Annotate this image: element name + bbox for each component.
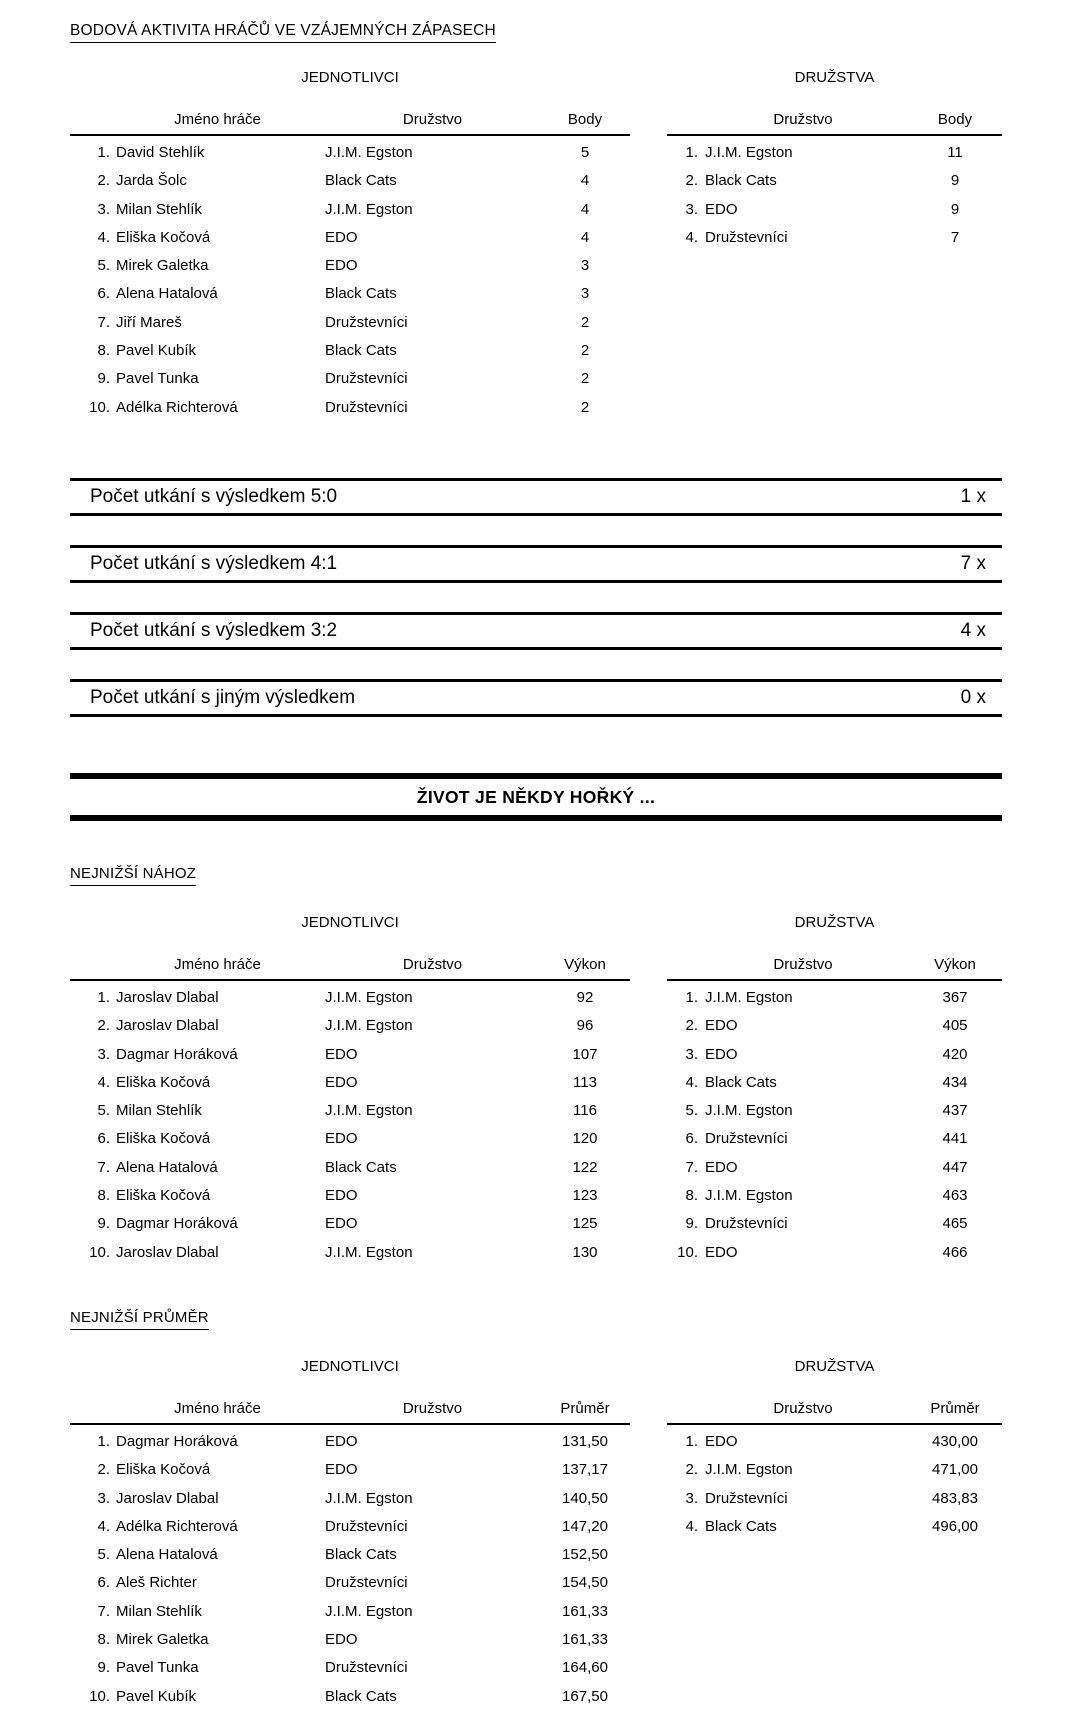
rank-cell: 2. bbox=[97, 1461, 110, 1479]
data-cell: 161,33 bbox=[562, 1602, 608, 1620]
table-row bbox=[70, 1125, 630, 1153]
data-cell: Mirek Galetka bbox=[116, 1631, 209, 1649]
rank-cell: 7. bbox=[97, 1602, 110, 1620]
data-cell: Jaroslav Dlabal bbox=[116, 988, 219, 1006]
rank-cell: 5. bbox=[97, 257, 110, 275]
rank-cell: 4. bbox=[685, 1517, 698, 1535]
rank-cell: 10. bbox=[89, 1687, 110, 1705]
data-cell: J.I.M. Egston bbox=[325, 200, 413, 218]
data-cell: 466 bbox=[942, 1243, 968, 1261]
column-header: Výkon bbox=[540, 955, 630, 980]
table-row bbox=[70, 1154, 630, 1182]
data-cell: 137,17 bbox=[562, 1461, 608, 1479]
column-header: Jméno hráče bbox=[110, 1399, 325, 1424]
data-cell: 123 bbox=[572, 1187, 598, 1205]
data-cell: Alena Hatalová bbox=[116, 285, 218, 303]
rank-cell: 1. bbox=[97, 144, 110, 161]
data-cell: EDO bbox=[325, 228, 358, 246]
nahoz-teams-table bbox=[667, 955, 1002, 1267]
data-cell: 471,00 bbox=[932, 1461, 978, 1479]
column-header: Družstvo bbox=[325, 1399, 540, 1424]
rank-cell: 7. bbox=[97, 313, 110, 331]
data-cell: EDO bbox=[325, 257, 358, 275]
rank-cell: 4. bbox=[97, 228, 110, 246]
section-prumer bbox=[70, 1358, 1002, 1711]
prumer-individuals bbox=[70, 1358, 630, 1711]
rank-cell: 7. bbox=[685, 1158, 698, 1176]
data-cell: 437 bbox=[942, 1102, 968, 1120]
rank-cell: 4. bbox=[97, 1073, 110, 1091]
data-cell: 140,50 bbox=[562, 1489, 608, 1507]
rank-cell: 10. bbox=[89, 398, 110, 416]
data-cell: 3 bbox=[580, 285, 590, 303]
table-row bbox=[70, 1598, 630, 1626]
data-cell: 420 bbox=[942, 1045, 968, 1063]
data-cell: Black Cats bbox=[705, 1073, 777, 1091]
data-cell: 164,60 bbox=[562, 1659, 608, 1677]
data-cell: 152,50 bbox=[562, 1546, 608, 1564]
data-cell: EDO bbox=[705, 1432, 738, 1450]
section-heading-nahoz-wrap bbox=[70, 865, 1002, 886]
table-row bbox=[70, 1424, 630, 1456]
rank-cell: 8. bbox=[97, 1631, 110, 1649]
table-row bbox=[70, 280, 630, 308]
data-cell: EDO bbox=[325, 1130, 358, 1148]
data-cell: Eliška Kočová bbox=[116, 228, 211, 246]
data-cell: 434 bbox=[942, 1073, 968, 1091]
data-cell: 447 bbox=[942, 1158, 968, 1176]
nahoz-individuals bbox=[70, 914, 630, 1267]
data-cell: Eliška Kočová bbox=[116, 1073, 211, 1091]
table-row bbox=[667, 1239, 1002, 1267]
data-cell: 4 bbox=[580, 228, 590, 246]
result-bar-label: Počet utkání s výsledkem 3:2 bbox=[90, 619, 338, 641]
header-row bbox=[70, 110, 630, 135]
data-cell: Eliška Kočová bbox=[116, 1130, 211, 1148]
table-row bbox=[667, 980, 1002, 1012]
table-row bbox=[667, 1069, 1002, 1097]
bodova-teams bbox=[667, 69, 1002, 422]
rank-cell: 6. bbox=[97, 285, 110, 303]
result-counts bbox=[70, 478, 1002, 717]
data-cell: Pavel Tunka bbox=[116, 1659, 199, 1677]
data-cell: Black Cats bbox=[325, 1546, 397, 1564]
rank-cell: 2. bbox=[685, 1461, 698, 1479]
data-cell: J.I.M. Egston bbox=[705, 144, 793, 161]
data-cell: J.I.M. Egston bbox=[325, 1017, 413, 1035]
rank-cell: 4. bbox=[685, 1073, 698, 1091]
data-cell: 367 bbox=[942, 988, 968, 1006]
data-cell: 9 bbox=[950, 172, 960, 190]
data-cell: J.I.M. Egston bbox=[705, 1187, 793, 1205]
data-cell: Adélka Richterová bbox=[116, 1517, 238, 1535]
individuals-caption: JEDNOTLIVCI bbox=[301, 69, 399, 86]
prumer-teams-table bbox=[667, 1399, 1002, 1541]
rank-cell: 5. bbox=[97, 1546, 110, 1564]
data-cell: J.I.M. Egston bbox=[325, 1243, 413, 1261]
table-row bbox=[70, 980, 630, 1012]
bodova-individuals bbox=[70, 69, 630, 422]
data-cell: EDO bbox=[705, 1045, 738, 1063]
data-cell: EDO bbox=[325, 1432, 358, 1450]
data-cell: Dagmar Horáková bbox=[116, 1432, 238, 1450]
rank-cell: 8. bbox=[97, 342, 110, 360]
result-bar-value: 4 x bbox=[960, 619, 986, 641]
table-row bbox=[667, 1485, 1002, 1513]
rank-cell: 5. bbox=[97, 1102, 110, 1120]
data-cell: Jaroslav Dlabal bbox=[116, 1489, 219, 1507]
data-cell: EDO bbox=[325, 1073, 358, 1091]
data-cell: 430,00 bbox=[932, 1432, 978, 1450]
bodova-individuals-table bbox=[70, 110, 630, 422]
result-bar-value: 7 x bbox=[960, 552, 986, 574]
column-header: Výkon bbox=[908, 955, 1002, 980]
page-title-wrap bbox=[70, 22, 1002, 43]
teams-caption: DRUŽSTVA bbox=[794, 69, 875, 86]
data-cell: 463 bbox=[942, 1187, 968, 1205]
rank-cell: 2. bbox=[685, 1017, 698, 1035]
table-row bbox=[70, 135, 630, 167]
table-row bbox=[70, 1569, 630, 1597]
table-row bbox=[667, 1182, 1002, 1210]
column-header: Družstvo bbox=[325, 955, 540, 980]
rank-cell: 3. bbox=[97, 1045, 110, 1063]
data-cell: 125 bbox=[572, 1215, 598, 1233]
table-row bbox=[70, 1654, 630, 1682]
column-header: Body bbox=[540, 110, 630, 135]
data-cell: Milan Stehlík bbox=[116, 1602, 202, 1620]
prumer-individuals-table bbox=[70, 1399, 630, 1711]
data-cell: 2 bbox=[580, 342, 590, 360]
data-cell: Družstevníci bbox=[705, 1215, 788, 1233]
data-cell: Mirek Galetka bbox=[116, 257, 209, 275]
rank-cell: 7. bbox=[97, 1158, 110, 1176]
data-cell: Adélka Richterová bbox=[116, 398, 238, 416]
result-bar bbox=[70, 612, 1002, 650]
table-row bbox=[70, 1626, 630, 1654]
table-row bbox=[70, 1456, 630, 1484]
data-cell: 2 bbox=[580, 370, 590, 388]
nahoz-individuals-table bbox=[70, 955, 630, 1267]
table-row bbox=[70, 224, 630, 252]
data-cell: EDO bbox=[705, 1017, 738, 1035]
rank-cell: 6. bbox=[685, 1130, 698, 1148]
data-cell: Eliška Kočová bbox=[116, 1187, 211, 1205]
table-row bbox=[667, 196, 1002, 224]
data-cell: Milan Stehlík bbox=[116, 1102, 202, 1120]
data-cell: 2 bbox=[580, 398, 590, 416]
data-cell: Dagmar Horáková bbox=[116, 1045, 238, 1063]
data-cell: 131,50 bbox=[562, 1432, 608, 1450]
section-heading-prumer-wrap bbox=[70, 1309, 1002, 1330]
table-row bbox=[70, 1210, 630, 1238]
rank-column-header bbox=[667, 955, 698, 980]
table-row bbox=[70, 365, 630, 393]
prumer-teams bbox=[667, 1358, 1002, 1711]
data-cell: Milan Stehlík bbox=[116, 200, 202, 218]
rank-column-header bbox=[70, 110, 110, 135]
rank-cell: 9. bbox=[97, 1215, 110, 1233]
data-cell: Alena Hatalová bbox=[116, 1546, 218, 1564]
bodova-teams-table bbox=[667, 110, 1002, 252]
result-bar-value: 0 x bbox=[960, 686, 986, 708]
rank-cell: 6. bbox=[97, 1574, 110, 1592]
column-header: Průměr bbox=[540, 1399, 630, 1424]
rank-cell: 9. bbox=[97, 1659, 110, 1677]
table-row bbox=[70, 309, 630, 337]
rank-cell: 5. bbox=[685, 1102, 698, 1120]
table-row bbox=[667, 1424, 1002, 1456]
data-cell: David Stehlík bbox=[116, 144, 205, 161]
data-cell: J.I.M. Egston bbox=[325, 988, 413, 1006]
data-cell: Družstevníci bbox=[705, 1130, 788, 1148]
data-cell: 4 bbox=[580, 200, 590, 218]
rank-cell: 2. bbox=[685, 172, 698, 190]
data-cell: 147,20 bbox=[562, 1517, 608, 1535]
result-bar-label: Počet utkání s jiným výsledkem bbox=[90, 686, 356, 708]
table-row bbox=[667, 1041, 1002, 1069]
data-cell: Družstevníci bbox=[325, 370, 408, 388]
teams-caption: DRUŽSTVA bbox=[794, 913, 875, 931]
table-row bbox=[667, 167, 1002, 195]
rank-cell: 1. bbox=[685, 988, 698, 1006]
table-row bbox=[70, 1012, 630, 1040]
result-bar bbox=[70, 545, 1002, 583]
data-cell: Black Cats bbox=[705, 172, 777, 190]
table-row bbox=[70, 1182, 630, 1210]
rank-column-header bbox=[70, 1399, 110, 1424]
data-cell: 9 bbox=[950, 200, 960, 218]
individuals-caption: JEDNOTLIVCI bbox=[301, 913, 399, 931]
data-cell: 496,00 bbox=[932, 1517, 978, 1535]
rank-cell: 1. bbox=[97, 1432, 110, 1450]
data-cell: Black Cats bbox=[325, 342, 397, 360]
data-cell: 465 bbox=[942, 1215, 968, 1233]
data-cell: 122 bbox=[572, 1158, 598, 1176]
result-bar bbox=[70, 679, 1002, 717]
table-row bbox=[70, 1069, 630, 1097]
column-header: Jméno hráče bbox=[110, 110, 325, 135]
section-bodova bbox=[70, 69, 1002, 422]
table-row bbox=[667, 1154, 1002, 1182]
section-heading-nahoz: NEJNIŽŠÍ NÁHOZ bbox=[70, 865, 196, 886]
table-row bbox=[70, 1485, 630, 1513]
data-cell: 7 bbox=[950, 228, 960, 246]
rank-cell: 10. bbox=[89, 1243, 110, 1261]
data-cell: Jaroslav Dlabal bbox=[116, 1243, 219, 1261]
data-cell: EDO bbox=[705, 1243, 738, 1261]
table-row bbox=[667, 1210, 1002, 1238]
data-cell: J.I.M. Egston bbox=[705, 988, 793, 1006]
table-row bbox=[70, 1541, 630, 1569]
data-cell: 113 bbox=[573, 1073, 597, 1091]
data-cell: 130 bbox=[572, 1243, 598, 1261]
table-row bbox=[70, 1041, 630, 1069]
data-cell: 116 bbox=[573, 1102, 597, 1120]
data-cell: EDO bbox=[325, 1187, 358, 1205]
table-row bbox=[70, 1513, 630, 1541]
header-row bbox=[70, 955, 630, 980]
data-cell: Družstevníci bbox=[325, 398, 408, 416]
rank-cell: 1. bbox=[685, 1432, 698, 1450]
data-cell: Alena Hatalová bbox=[116, 1158, 218, 1176]
result-bar-label: Počet utkání s výsledkem 5:0 bbox=[90, 485, 338, 507]
header-row bbox=[667, 955, 1002, 980]
rank-cell: 9. bbox=[685, 1215, 698, 1233]
data-cell: Black Cats bbox=[325, 172, 397, 190]
header-row bbox=[667, 110, 1002, 135]
data-cell: 3 bbox=[580, 257, 590, 275]
banner: ŽIVOT JE NĚKDY HOŘKÝ ... bbox=[70, 773, 1002, 821]
column-header: Družstvo bbox=[698, 955, 908, 980]
rank-column-header bbox=[667, 1399, 698, 1424]
teams-caption: DRUŽSTVA bbox=[794, 1357, 875, 1375]
data-cell: EDO bbox=[325, 1461, 358, 1479]
data-cell: 5 bbox=[580, 144, 590, 161]
table-row bbox=[70, 196, 630, 224]
data-cell: Družstevníci bbox=[325, 1659, 408, 1677]
data-cell: Aleš Richter bbox=[116, 1574, 197, 1592]
data-cell: 11 bbox=[947, 144, 963, 161]
data-cell: EDO bbox=[325, 1215, 358, 1233]
data-cell: 161,33 bbox=[562, 1631, 608, 1649]
data-cell: 441 bbox=[942, 1130, 968, 1148]
data-cell: Black Cats bbox=[705, 1517, 777, 1535]
rank-cell: 3. bbox=[97, 200, 110, 218]
nahoz-teams bbox=[667, 914, 1002, 1267]
rank-cell: 6. bbox=[97, 1130, 110, 1148]
data-cell: Dagmar Horáková bbox=[116, 1215, 238, 1233]
column-header: Body bbox=[908, 110, 1002, 135]
table-row bbox=[667, 1097, 1002, 1125]
table-row bbox=[70, 252, 630, 280]
data-cell: Black Cats bbox=[325, 1687, 397, 1705]
data-cell: Black Cats bbox=[325, 285, 397, 303]
data-cell: J.I.M. Egston bbox=[325, 1602, 413, 1620]
column-header: Průměr bbox=[908, 1399, 1002, 1424]
data-cell: Družstevníci bbox=[325, 1517, 408, 1535]
data-cell: J.I.M. Egston bbox=[325, 1102, 413, 1120]
data-cell: J.I.M. Egston bbox=[325, 144, 413, 161]
table-row bbox=[70, 394, 630, 422]
data-cell: Družstevníci bbox=[705, 228, 788, 246]
column-header: Jméno hráče bbox=[110, 955, 325, 980]
data-cell: Eliška Kočová bbox=[116, 1461, 211, 1479]
data-cell: Pavel Kubík bbox=[116, 342, 197, 360]
column-header: Družstvo bbox=[325, 110, 540, 135]
table-row bbox=[667, 135, 1002, 167]
table-row bbox=[667, 1513, 1002, 1541]
rank-cell: 2. bbox=[97, 1017, 110, 1035]
data-cell: Black Cats bbox=[325, 1158, 397, 1176]
data-cell: Jiří Mareš bbox=[116, 313, 182, 331]
result-bar-label: Počet utkání s výsledkem 4:1 bbox=[90, 552, 338, 574]
rank-cell: 3. bbox=[685, 1045, 698, 1063]
data-cell: J.I.M. Egston bbox=[325, 1489, 413, 1507]
data-cell: 4 bbox=[580, 172, 590, 190]
data-cell: 483,83 bbox=[932, 1489, 978, 1507]
rank-cell: 4. bbox=[685, 228, 698, 246]
table-row bbox=[667, 1012, 1002, 1040]
rank-cell: 3. bbox=[685, 1489, 698, 1507]
result-bar-value: 1 x bbox=[960, 485, 986, 507]
rank-cell: 1. bbox=[685, 144, 698, 161]
table-row bbox=[667, 1125, 1002, 1153]
table-row bbox=[70, 1683, 630, 1711]
data-cell: 405 bbox=[942, 1017, 968, 1035]
section-nahoz bbox=[70, 914, 1002, 1267]
column-header: Družstvo bbox=[698, 1399, 908, 1424]
rank-cell: 8. bbox=[685, 1187, 698, 1205]
data-cell: Družstevníci bbox=[325, 313, 408, 331]
header-row bbox=[667, 1399, 1002, 1424]
page-title: BODOVÁ AKTIVITA HRÁČŮ VE VZÁJEMNÝCH ZÁPASECH bbox=[70, 22, 496, 43]
section-heading-prumer: NEJNIŽŠÍ PRŮMĚR bbox=[70, 1309, 209, 1330]
header-row bbox=[70, 1399, 630, 1424]
data-cell: Družstevníci bbox=[325, 1574, 408, 1592]
result-bar bbox=[70, 478, 1002, 516]
rank-cell: 9. bbox=[97, 370, 110, 388]
individuals-caption: JEDNOTLIVCI bbox=[301, 1357, 399, 1375]
data-cell: J.I.M. Egston bbox=[705, 1102, 793, 1120]
rank-cell: 3. bbox=[97, 1489, 110, 1507]
data-cell: 96 bbox=[576, 1017, 594, 1035]
rank-cell: 4. bbox=[97, 1517, 110, 1535]
rank-column-header bbox=[70, 955, 110, 980]
data-cell: 107 bbox=[572, 1045, 598, 1063]
rank-column-header bbox=[667, 110, 698, 135]
table-row bbox=[667, 1456, 1002, 1484]
table-row bbox=[667, 224, 1002, 252]
data-cell: EDO bbox=[325, 1631, 358, 1649]
rank-cell: 10. bbox=[677, 1243, 698, 1261]
data-cell: EDO bbox=[325, 1045, 358, 1063]
data-cell: Pavel Kubík bbox=[116, 1687, 197, 1705]
table-row bbox=[70, 337, 630, 365]
table-row bbox=[70, 1097, 630, 1125]
data-cell: 2 bbox=[580, 313, 590, 331]
data-cell: 154,50 bbox=[562, 1574, 608, 1592]
rank-cell: 1. bbox=[97, 988, 110, 1006]
data-cell: 167,50 bbox=[562, 1687, 608, 1705]
data-cell: EDO bbox=[705, 1158, 738, 1176]
table-row bbox=[70, 1239, 630, 1267]
column-header: Družstvo bbox=[698, 110, 908, 135]
rank-cell: 2. bbox=[97, 172, 110, 190]
rank-cell: 3. bbox=[685, 200, 698, 218]
data-cell: Jarda Šolc bbox=[116, 172, 187, 190]
data-cell: 120 bbox=[572, 1130, 598, 1148]
data-cell: Pavel Tunka bbox=[116, 370, 199, 388]
data-cell: EDO bbox=[705, 200, 738, 218]
rank-cell: 8. bbox=[97, 1187, 110, 1205]
data-cell: Družstevníci bbox=[705, 1489, 788, 1507]
data-cell: 92 bbox=[576, 988, 594, 1006]
table-row bbox=[70, 167, 630, 195]
data-cell: J.I.M. Egston bbox=[705, 1461, 793, 1479]
data-cell: Jaroslav Dlabal bbox=[116, 1017, 219, 1035]
